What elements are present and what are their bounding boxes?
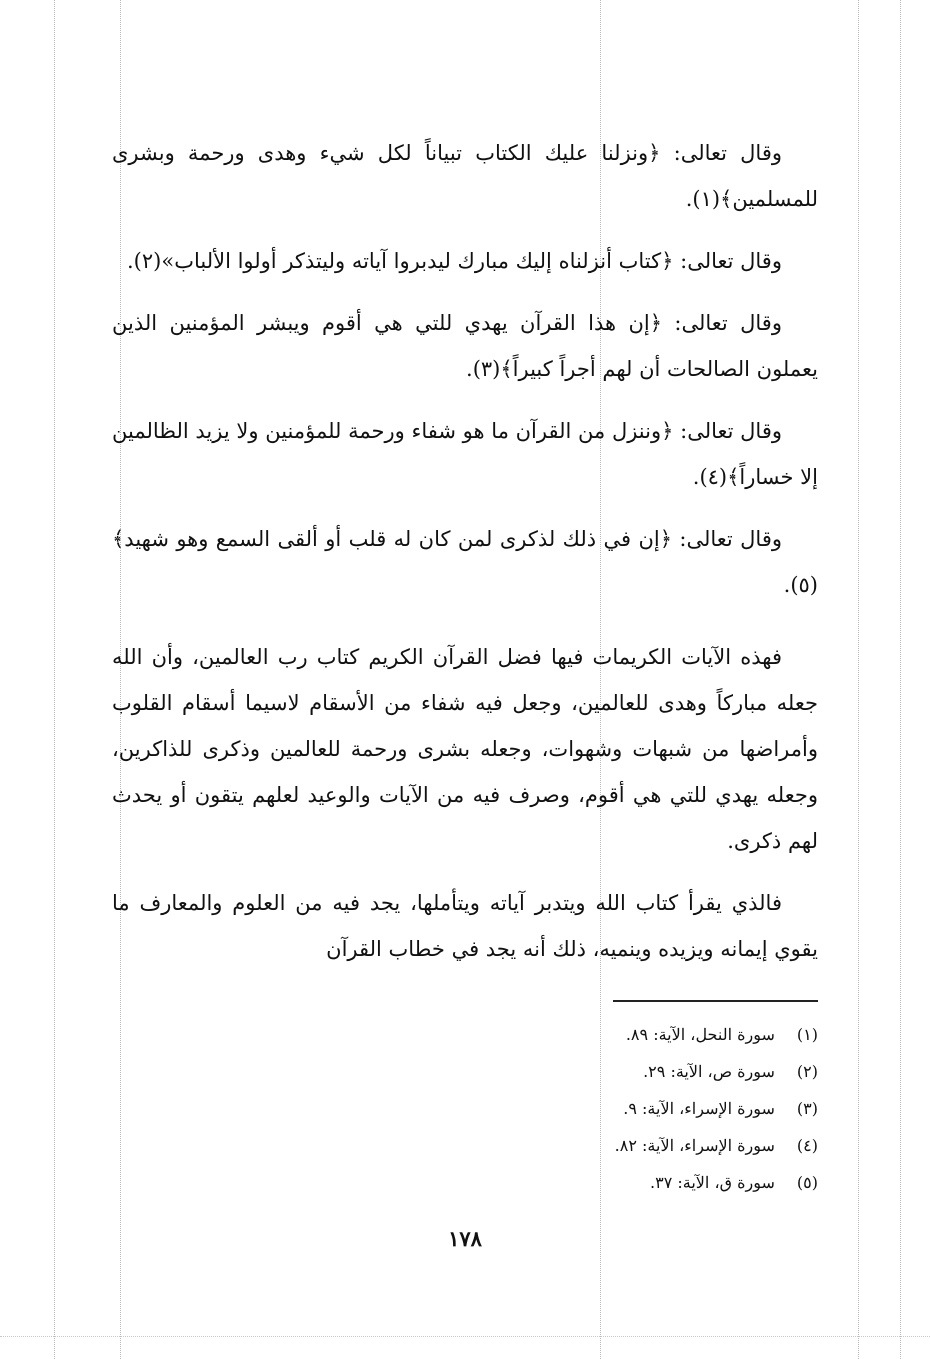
commentary-paragraph: فالذي يقرأ كتاب الله ويتدبر آياته ويتأملها، يجد فيه من العلوم والمعارف ما يقوي إيمانه ويزيده وينميه، ذلك أنه يجد في خطاب القرآن xyxy=(112,891,818,961)
footnote-number: (١) xyxy=(796,1025,818,1044)
footnote-number: (٣) xyxy=(796,1099,818,1118)
scan-guide-line xyxy=(0,1336,930,1337)
footnote-number: (٤) xyxy=(796,1136,818,1155)
footnote-item xyxy=(418,1090,818,1127)
scan-guide-line xyxy=(900,0,901,1359)
page-body xyxy=(112,130,818,988)
footnote-text: سورة ص، الآية: ٢٩. xyxy=(643,1062,775,1081)
footnote-text: سورة النحل، الآية: ٨٩. xyxy=(625,1025,775,1044)
footnote-number: (٢) xyxy=(796,1062,818,1081)
footnote-number: (٥) xyxy=(796,1173,818,1192)
footnote-item xyxy=(418,1053,818,1090)
footnote-item xyxy=(418,1127,818,1164)
footnote-text: سورة ق، الآية: ٣٧. xyxy=(650,1173,775,1192)
verse-paragraph: وقال تعالى: ﴿كتاب أنزلناه إليك مبارك ليدبروا آياته وليتذكر أولوا الألباب»(٢). xyxy=(127,249,782,273)
footnote-text: سورة الإسراء، الآية: ٩. xyxy=(623,1099,775,1118)
verse-paragraph: وقال تعالى: ﴿وننزل من القرآن ما هو شفاء ورحمة للمؤمنين ولا يزيد الظالمين إلا خساراً﴾(٤). xyxy=(112,419,818,489)
footnote-item xyxy=(418,1164,818,1201)
footnote-divider xyxy=(613,1000,818,1002)
footnote-item xyxy=(418,1016,818,1053)
footnote-text: سورة الإسراء، الآية: ٨٢. xyxy=(614,1136,775,1155)
scan-guide-line xyxy=(54,0,55,1359)
page-number: ١٧٨ xyxy=(448,1226,482,1251)
verse-paragraph: وقال تعالى: ﴿إن هذا القرآن يهدي للتي هي أقوم ويبشر المؤمنين الذين يعملون الصالحات أن لهم أجراً كبيراً﴾(٣). xyxy=(112,311,818,381)
verse-paragraph: وقال تعالى: ﴿ونزلنا عليك الكتاب تبياناً لكل شيء وهدى ورحمة وبشرى للمسلمين﴾(١). xyxy=(112,141,818,211)
footnotes-list xyxy=(418,1016,818,1201)
commentary-paragraph: فهذه الآيات الكريمات فيها فضل القرآن الكريم كتاب رب العالمين، وأن الله جعله مباركاً وهدى للعالمين، وجعل فيه شفاء من الأسقام لاسيما أسقام القلوب وأمراضها من شبهات وشهوات، وجعله بشرى ورحمة للعالمين وذكرى للذاكرين، وجعله يهدي للتي هي أقوم، وصرف فيه من الآيات والوعيد لعلهم يتقون أو يحدث لهم ذكرى. xyxy=(112,645,818,853)
scan-guide-line xyxy=(858,0,859,1359)
verse-paragraph: وقال تعالى: ﴿إن في ذلك لذكرى لمن كان له قلب أو ألقى السمع وهو شهيد﴾(٥). xyxy=(112,527,818,597)
